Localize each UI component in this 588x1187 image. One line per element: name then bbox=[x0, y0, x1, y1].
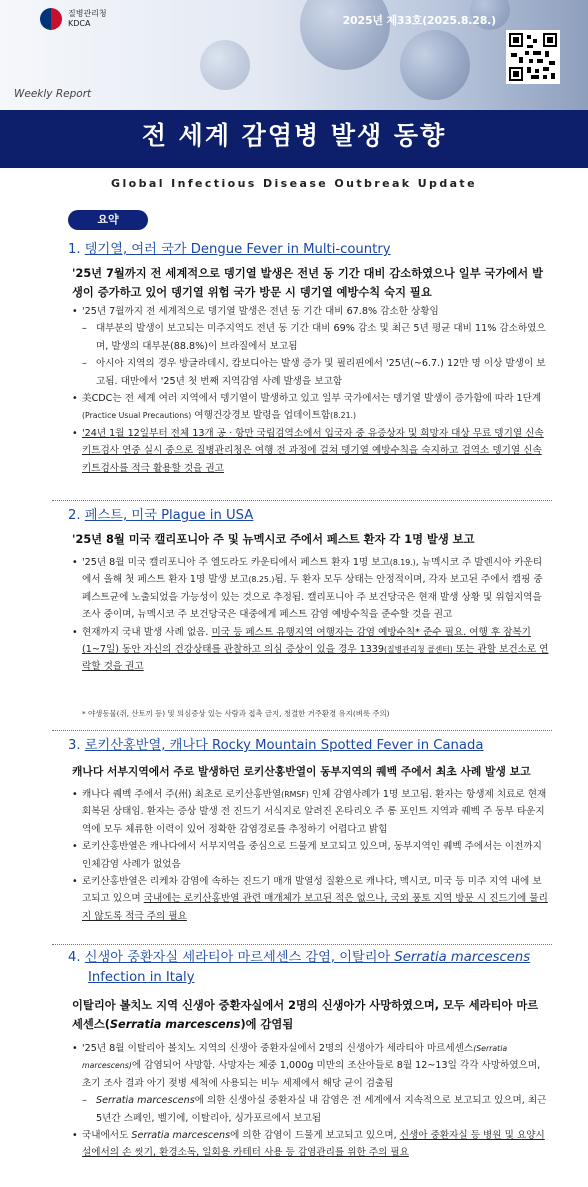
section-1-body bbox=[72, 303, 550, 477]
section-2-lead: '25년 8월 미국 캘리포니아 주 및 뉴멕시코 주에서 페스트 환자 각 1명 발생 보고 bbox=[72, 533, 475, 546]
bullet-item: • 로키산홍반열은 캐나다에서 서부지역을 중심으로 드물게 보고되고 있으며, 동부지역인 퀘벡 주에서는 이전까지 인체감염 사례가 없었음 bbox=[72, 838, 550, 873]
org-name-en: KDCA bbox=[68, 19, 91, 28]
sub-item: – 대부분의 발생이 보고되는 미주지역도 전년 동 기간 대비 69% 감소 및 최근 5년 평균 대비 11% 감소하였으며, 발생의 대부분(88.8%)이 브라질에서 보고됨 bbox=[72, 320, 550, 355]
section-number: 4. bbox=[68, 950, 81, 965]
summary-badge: 요약 bbox=[68, 210, 148, 230]
qr-code-icon[interactable] bbox=[506, 30, 560, 84]
issue-number: 2025년 제33호(2025.8.28.) bbox=[342, 14, 496, 27]
section-title-text: Infection in Italy bbox=[88, 970, 195, 985]
section-2-body bbox=[72, 554, 550, 676]
page-subtitle: Global Infectious Disease Outbreak Update bbox=[111, 177, 477, 190]
bullet-item: • 캐나다 퀘벡 주에서 주(州) 최초로 로키산홍반열(RMSF) 인체 감염사례가 1명 보고됨. 환자는 항생제 치료로 현재 회복된 상태임. 환자는 증상 발생 전 진드기 서식지로 알려진 온타리오 주 롱 포인트 지역과 퀘벡 주 동부 타운지역에 모두 체류한 이력이 있어 정확한 감염경로를 추정하기 어렵다고 밝힘 bbox=[72, 786, 550, 838]
bullet-item: • '25년 7월까지 전 세계적으로 뎅기열 발생은 전년 동 기간 대비 67.8% 감소한 상황임 bbox=[72, 303, 550, 320]
footnote: * 야생동물(쥐, 산토끼 등) 및 의심증상 있는 사람과 접촉 금지, 청결한 거주환경 유지(벼룩 주의) bbox=[82, 709, 390, 718]
section-divider bbox=[52, 944, 552, 945]
section-number: 2. bbox=[68, 508, 81, 523]
bullet-item: • 美CDC는 전 세계 여러 지역에서 뎅기열이 발생하고 있고 일부 국가에서는 뎅기열 발생이 증가함에 따라 1단계(Practice Usual Precautions) 여행건강경보 발령을 업데이트함(8.21.) bbox=[72, 390, 550, 425]
section-title-text: 로키산홍반열, 캐나다 Rocky Mountain Spotted Fever in Canada bbox=[84, 738, 484, 753]
section-title-species: Serratia marcescens bbox=[394, 950, 531, 965]
section-number: 1. bbox=[68, 242, 81, 257]
section-4-lead: 이탈리아 볼치노 지역 신생아 중환자실에서 2명의 신생아가 사망하였으며, 모두 세라티아 마르세센스(Serratia marcescens)에 감염됨 bbox=[72, 999, 539, 1031]
sub-item: – 아시아 지역의 경우 방글라데시, 캄보디아는 발생 증가 및 필리핀에서 '25년(~6.7.) 12만 명 이상 발생이 보고됨. 대만에서 '25년 첫 번째 지역감염 사례 발생을 보고함 bbox=[72, 355, 550, 390]
bullet-item: • 현재까지 국내 발생 사례 없음. 미국 등 페스트 유행지역 여행자는 감염 예방수칙* 준수 필요. 여행 후 잠복기(1~7일) 동안 자신의 건강상태를 관찰하고 의심 증상이 있을 경우 1339(질병관리청 콜센터) 또는 관할 보건소로 연락할 것을 권고 bbox=[72, 624, 550, 676]
section-divider bbox=[52, 500, 552, 501]
section-title-text: 뎅기열, 여러 국가 Dengue Fever in Multi-country bbox=[84, 242, 391, 257]
section-4-title[interactable] bbox=[68, 948, 548, 988]
section-2-title[interactable] bbox=[68, 506, 548, 526]
section-3-lead: 캐나다 서부지역에서 주로 발생하던 로키산홍반열이 동부지역의 퀘벡 주에서 최초 사례 발생 보고 bbox=[72, 765, 531, 778]
bullet-item: • '25년 8월 이탈리아 볼치노 지역의 신생아 중환자실에서 2명의 신생아가 세라티아 마르세센스(Serratia marcescens)에 감염되어 사망함. 사망자는 체중 1,000g 미만의 조산아들로 8월 12~13일 각각 사망하였으며, 초기 조사 결과 아기 젖병 세척에 사용되는 비누 세제에서 해당 균이 검출됨 bbox=[72, 1040, 550, 1092]
bullet-item: • 로키산홍반열은 리케차 감염에 속하는 진드기 매개 발열성 질환으로 캐나다, 멕시코, 미국 등 미주 지역 내에 보고되고 있으며 국내에는 로키산홍반열 관련 매개체가 보고된 적은 없으나, 국외 풍토 지역 방문 시 진드기에 물리지 않도록 적극 주의 필요 bbox=[72, 873, 550, 925]
kdca-logo bbox=[40, 8, 107, 30]
weekly-report-label: Weekly Report bbox=[14, 88, 92, 100]
kdca-emblem-icon bbox=[40, 8, 62, 30]
section-1-title[interactable] bbox=[68, 240, 548, 260]
header-banner bbox=[0, 0, 588, 110]
section-3-body bbox=[72, 786, 550, 925]
sub-item: – Serratia marcescens에 의한 신생아실 중환자실 내 감염은 전 세계에서 지속적으로 보고되고 있으며, 최근 5년간 스페인, 벨기에, 이탈리아, 싱가포르에서 보고됨 bbox=[72, 1092, 550, 1127]
section-divider bbox=[52, 730, 552, 731]
section-title-text: 신생아 중환자실 세라티아 마르세센스 감염, 이탈리아 bbox=[84, 950, 395, 965]
section-title-text: 페스트, 미국 Plague in USA bbox=[84, 508, 254, 523]
page-title: 전 세계 감염병 발생 동향 bbox=[141, 121, 447, 150]
virus-illustration-icon bbox=[200, 40, 250, 90]
virus-illustration-icon bbox=[300, 0, 390, 70]
section-number: 3. bbox=[68, 738, 81, 753]
bullet-item: • '25년 8월 미국 캘리포니아 주 엘도라도 카운티에서 페스트 환자 1명 보고(8.19.), 뉴멕시코 주 발렌시아 카운티에서 올해 첫 페스트 환자 1명 발생 보고(8.25.)됨. 두 환자 모두 상태는 안정적이며, 각자 보고된 주에서 캠핑 중 페스트균에 노출되었을 가능성이 있는 것으로 추정됨. 캘리포니아 주 보건당국은 현재 발생 상황 및 위험지역을 조사 중이며, 뉴멕시코 주 보건당국은 대중에게 페스트 감염 예방수칙을 준수할 것을 권고 bbox=[72, 554, 550, 624]
virus-illustration-icon bbox=[400, 30, 470, 100]
bullet-item: • 국내에서도 Serratia marcescens에 의한 감염이 드물게 보고되고 있으며, 신생아 중환자실 등 병원 및 요양시설에서의 손 씻기, 환경소독, 일회용 카테터 사용 등 감염관리를 위한 주의 필요 bbox=[72, 1127, 550, 1162]
section-1-lead: '25년 7월까지 전 세계적으로 뎅기열 발생은 전년 동 기간 대비 감소하였으나 일부 국가에서 발생이 증가하고 있어 뎅기열 위험 국가 방문 시 뎅기열 예방수칙 숙지 필요 bbox=[72, 267, 544, 299]
section-3-title[interactable] bbox=[68, 736, 548, 756]
org-name-kr: 질병관리청 bbox=[68, 9, 107, 18]
bullet-item-recommendation: • '24년 1월 12일부터 전체 13개 공 · 항만 국립검역소에서 입국자 중 유증상자 및 희망자 대상 무료 뎅기열 신속키트검사 연중 실시 중으로 질병관리청은 여행 전 과정에 걸쳐 뎅기열 예방수칙을 숙지하고 검역소 뎅기열 신속키트검사를 적극 활용할 것을 권고 bbox=[72, 425, 550, 477]
section-4-body bbox=[72, 1040, 550, 1162]
